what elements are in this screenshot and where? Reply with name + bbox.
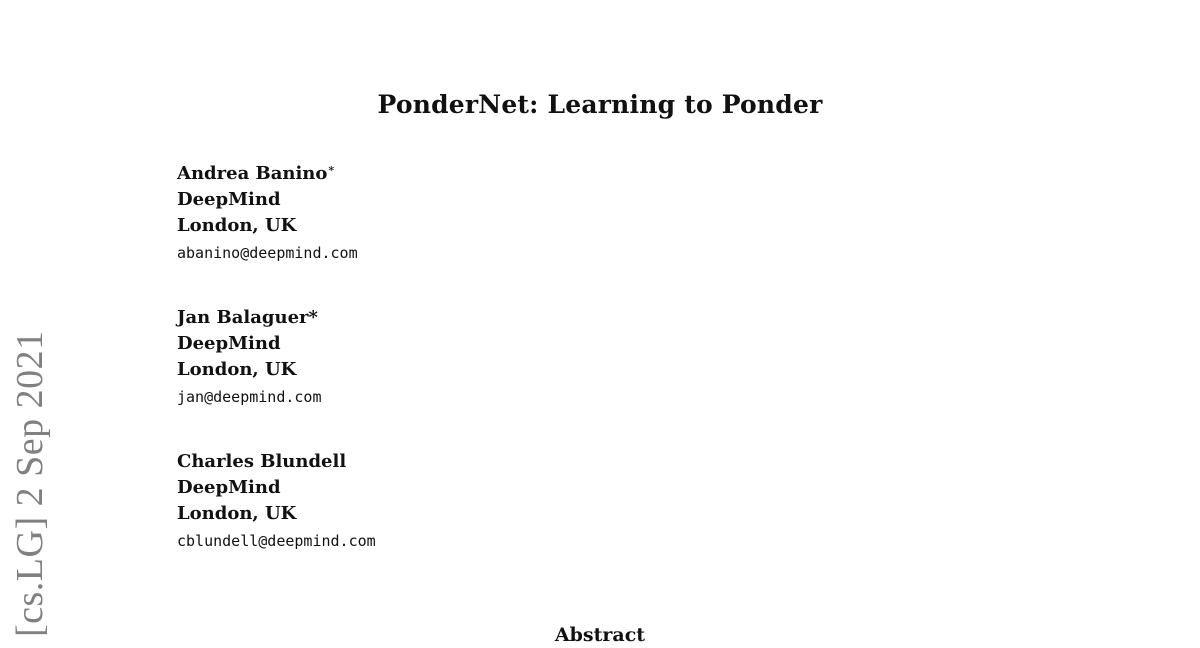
author-name-text: Andrea Banino [177, 163, 328, 184]
arxiv-side-stamp [8, 330, 52, 637]
author-affiliation: DeepMind [177, 477, 281, 498]
author-email[interactable]: jan@deepmind.com [177, 388, 322, 406]
author-location: London, UK [177, 215, 297, 236]
equal-contribution-mark: ∗ [327, 162, 336, 175]
author-block [177, 305, 322, 410]
author-name-text: Jan Balaguer* [177, 307, 318, 328]
author-name [177, 449, 376, 475]
arxiv-category: [cs.LG] [9, 516, 51, 637]
author-affiliation: DeepMind [177, 333, 281, 354]
paper-title: PonderNet: Learning to Ponder [377, 90, 823, 119]
author-name [177, 161, 358, 187]
author-name [177, 305, 322, 331]
author-email[interactable]: abanino@deepmind.com [177, 244, 358, 262]
author-block [177, 161, 358, 266]
author-location: London, UK [177, 503, 297, 524]
author-email[interactable]: cblundell@deepmind.com [177, 532, 376, 550]
author-affiliation: DeepMind [177, 189, 281, 210]
author-location: London, UK [177, 359, 297, 380]
author-block [177, 449, 376, 554]
abstract-heading: Abstract [554, 624, 646, 646]
author-name-text: Charles Blundell [177, 451, 347, 472]
arxiv-date: 2 Sep 2021 [9, 330, 51, 507]
